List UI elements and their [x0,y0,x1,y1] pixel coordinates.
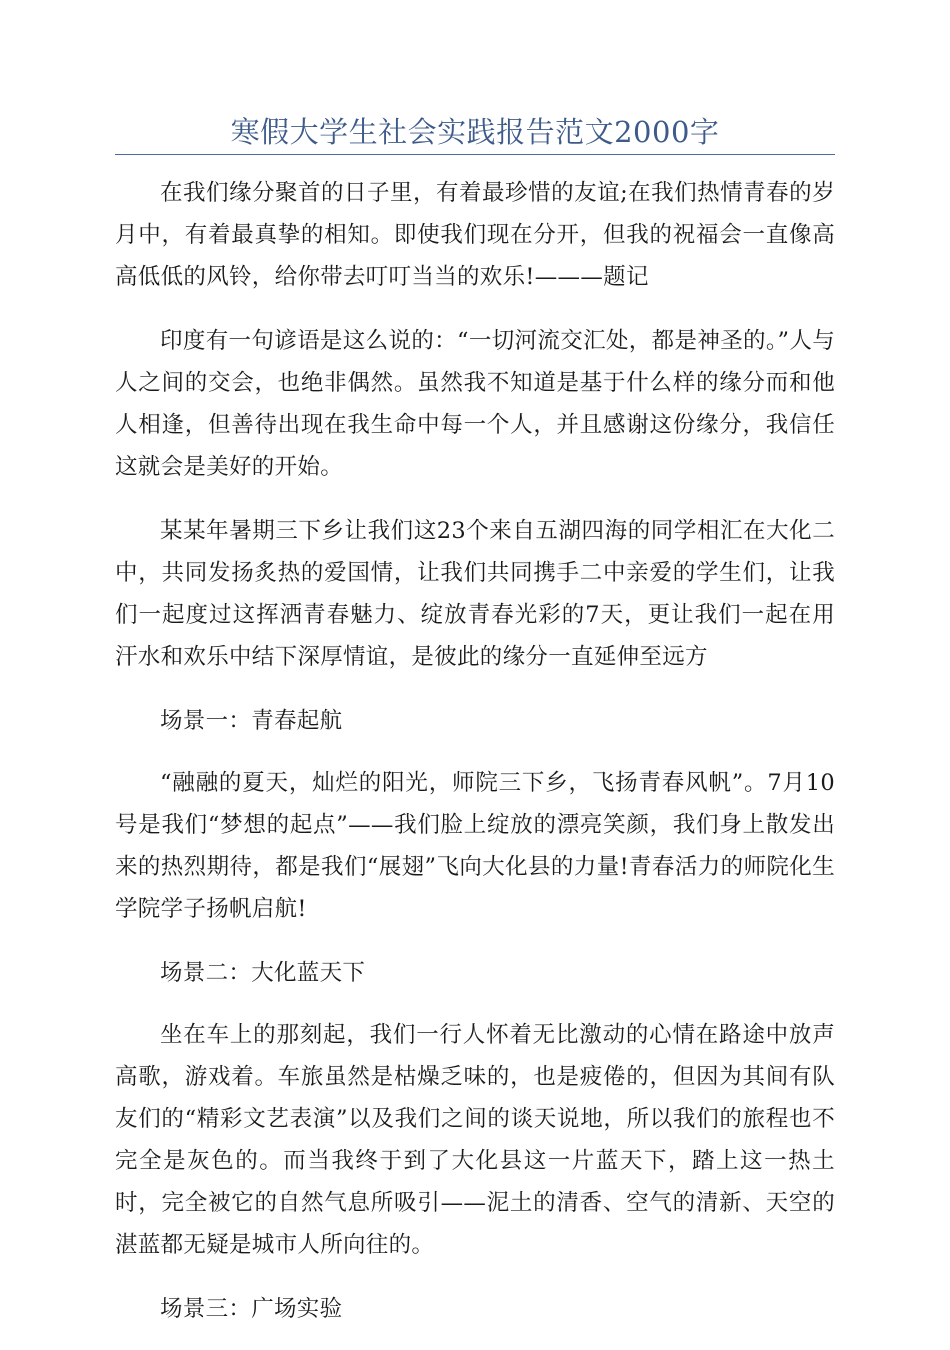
section-heading-scene-2: 场景二：大化蓝天下 [160,960,366,986]
document-body [115,172,835,1350]
section-heading-scene-3: 场景三：广场实验 [160,1296,343,1322]
section-heading-scene-1: 场景一：青春起航 [160,708,343,734]
paragraph-scene-1: “融融的夏天，灿烂的阳光，师院三下乡，飞扬青春风帆”。7月10号是我们“梦想的起点”——我们脸上绽放的漂亮笑颜，我们身上散发出来的热烈期待，都是我们“展翅”飞向大化县的力量!青春活力的师院化生学院学子扬帆启航! [115,770,835,922]
paragraph-proverb: 印度有一句谚语是这么说的：“一切河流交汇处，都是神圣的。”人与人之间的交会，也绝非偶然。虽然我不知道是基于什么样的缘分而和他人相逢，但善待出现在我生命中每一个人，并且感谢这份缘分，我信任这就会是美好的开始。 [115,328,835,480]
paragraph-epigraph: 在我们缘分聚首的日子里，有着最珍惜的友谊;在我们热情青春的岁月中，有着最真挚的相知。即使我们现在分开，但我的祝福会一直像高高低低的风铃，给你带去叮叮当当的欢乐!———题记 [115,180,835,290]
paragraph-summer-trip: 某某年暑期三下乡让我们这23个来自五湖四海的同学相汇在大化二中，共同发扬炙热的爱国情，让我们共同携手二中亲爱的学生们，让我们一起度过这挥洒青春魅力、绽放青春光彩的7天，更让我们一起在用汗水和欢乐中结下深厚情谊，是彼此的缘分一直延伸至远方 [115,518,835,670]
document-title: 寒假大学生社会实践报告范文2000字 [230,115,720,149]
paragraph-scene-2: 坐在车上的那刻起，我们一行人怀着无比激动的心情在路途中放声高歌，游戏着。车旅虽然是枯燥乏味的，也是疲倦的，但因为其间有队友们的“精彩文艺表演”以及我们之间的谈天说地，所以我们的旅程也不完全是灰色的。而当我终于到了大化县这一片蓝天下，踏上这一热土时，完全被它的自然气息所吸引——泥土的清香、空气的清新、天空的湛蓝都无疑是城市人所向往的。 [115,1022,835,1258]
title-underline [115,154,835,155]
